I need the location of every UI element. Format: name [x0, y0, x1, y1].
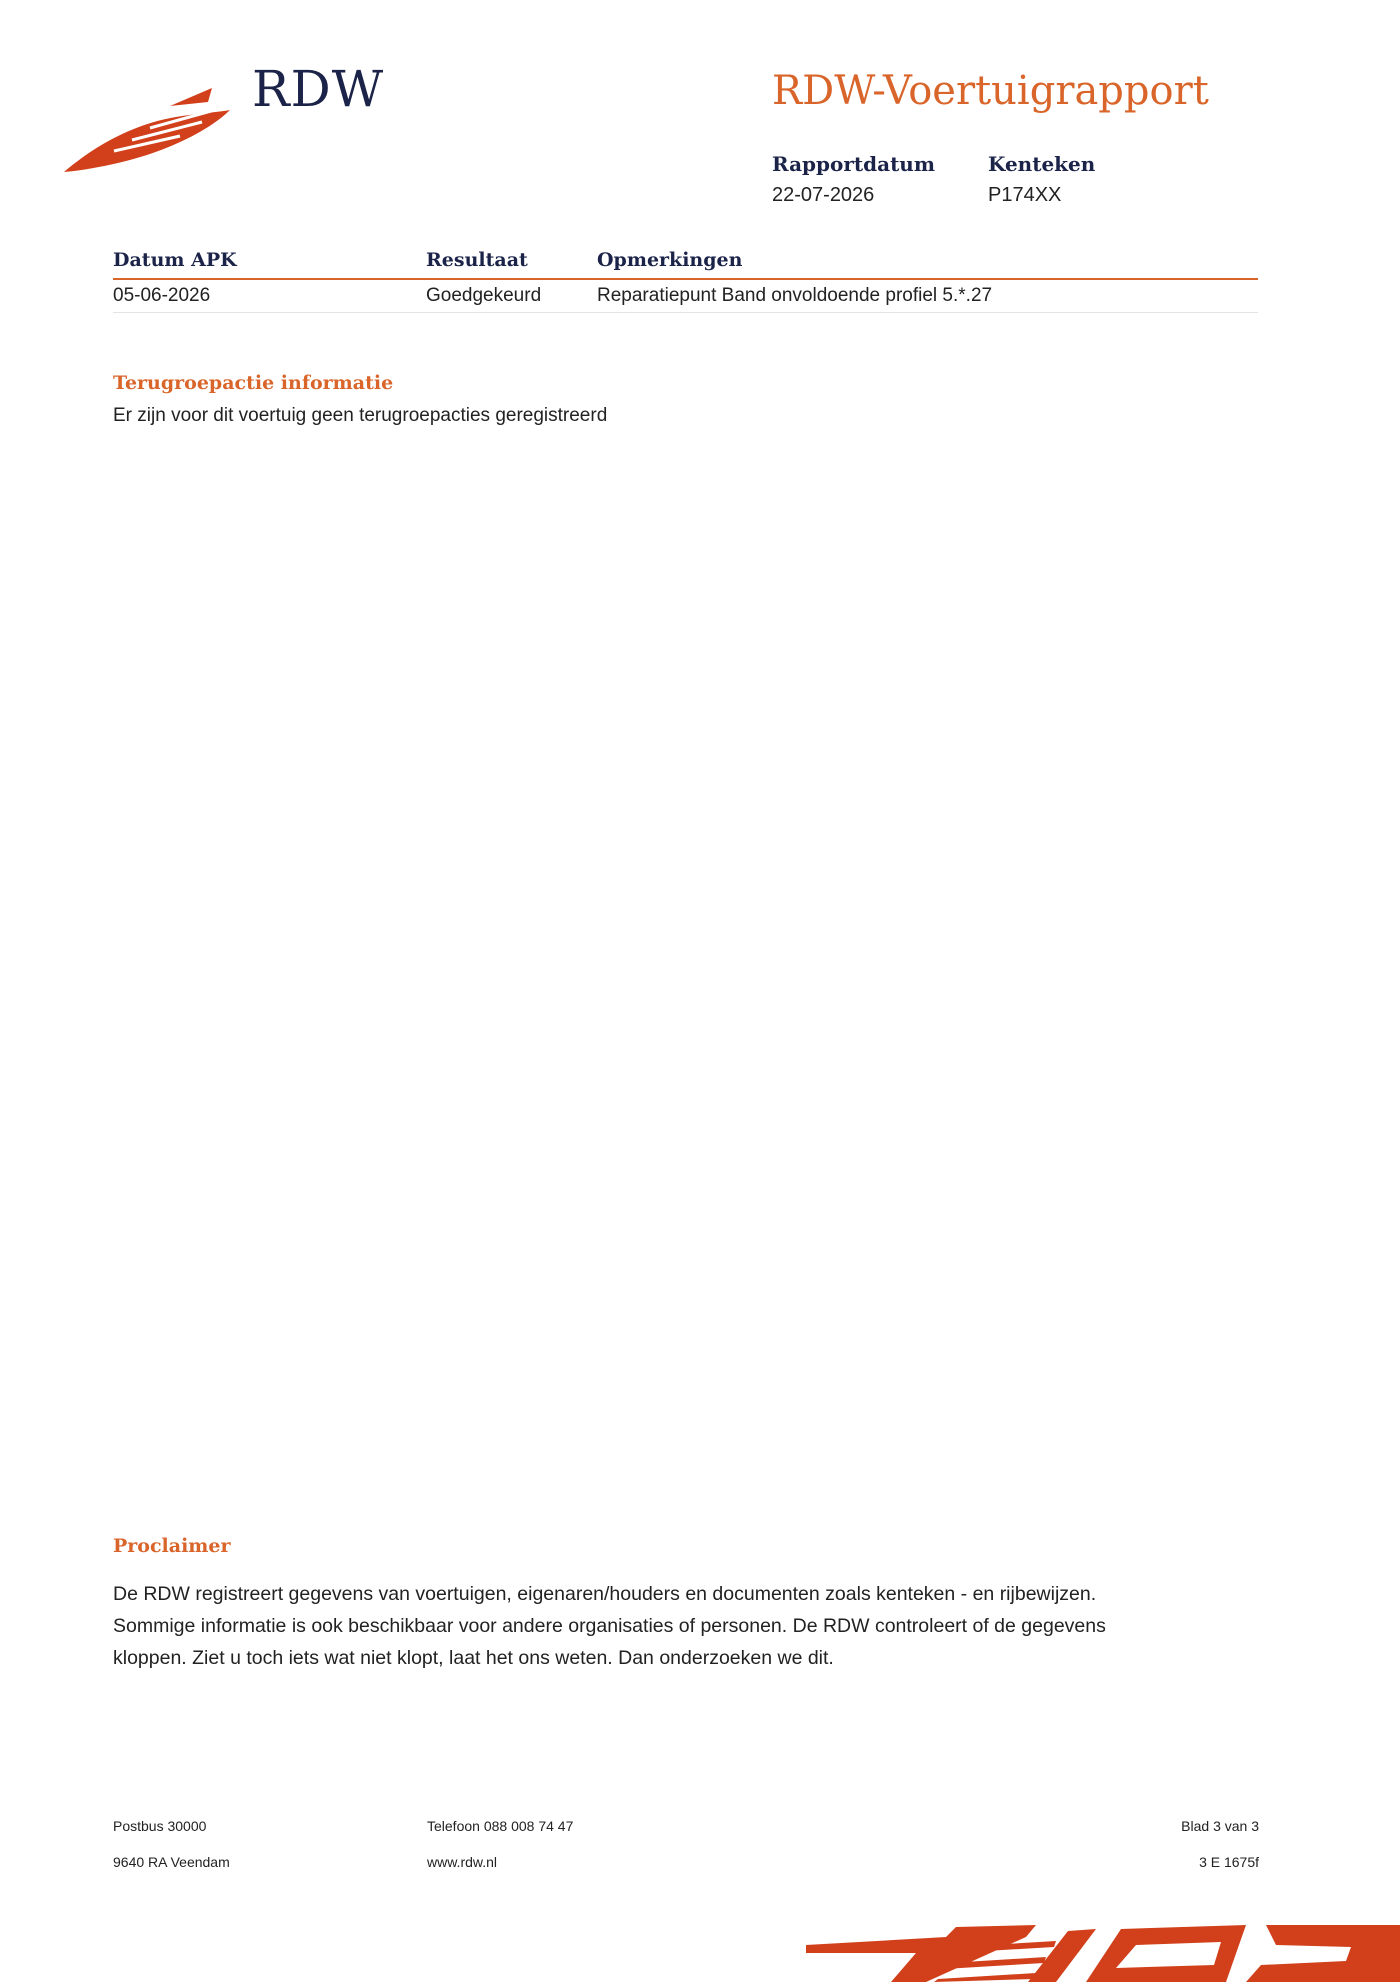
- apk-date-cell: 05-06-2026: [113, 285, 211, 306]
- apk-table: [113, 247, 1258, 313]
- plate-value: P174XX: [988, 184, 1062, 206]
- column-header-date: Datum APK: [113, 249, 237, 271]
- recall-title: Terugroepactie informatie: [113, 372, 394, 394]
- apk-table-header: [113, 247, 1258, 280]
- proclaimer-line: Sommige informatie is ook beschikbaar voor andere organisaties of personen. De RDW controleert of de gegevens: [113, 1615, 1106, 1637]
- column-header-result: Resultaat: [426, 249, 528, 271]
- apk-remarks-cell: Reparatiepunt Band onvoldoende profiel 5.*.27: [597, 285, 993, 306]
- report-date-block: [772, 152, 935, 207]
- apk-result-cell: Goedgekeurd: [426, 285, 542, 306]
- proclaimer-title: Proclaimer: [113, 1535, 231, 1557]
- rdw-feather-logo-icon: [62, 88, 232, 174]
- report-date-label: Rapportdatum: [772, 152, 936, 176]
- recall-text: Er zijn voor dit voertuig geen terugroepacties geregistreerd: [113, 405, 608, 426]
- logo-text: RDW: [252, 60, 385, 118]
- footer-doc-code: 3 E 1675f: [1199, 1854, 1259, 1870]
- footer-website[interactable]: www.rdw.nl: [427, 1854, 498, 1870]
- report-date-value: 22-07-2026: [772, 184, 875, 206]
- report-title: RDW-Voertuigrapport: [772, 68, 1209, 114]
- rdw-logo: [62, 58, 392, 188]
- plate-label: Kenteken: [988, 152, 1096, 176]
- footer-postbus: Postbus 30000: [113, 1818, 207, 1834]
- footer-city: 9640 RA Veendam: [113, 1854, 230, 1870]
- proclaimer-text: [113, 1578, 1233, 1674]
- plate-block: [988, 152, 1095, 207]
- proclaimer-line: De RDW registreert gegevens van voertuigen, eigenaren/houders en documenten zoals kenteken - en rijbewijzen.: [113, 1583, 1097, 1605]
- footer-page-number: Blad 3 van 3: [1181, 1818, 1259, 1834]
- rdw-stripes-decoration: [806, 1925, 1400, 1982]
- footer-phone: Telefoon 088 008 74 47: [427, 1818, 574, 1834]
- column-header-remarks: Opmerkingen: [597, 249, 743, 271]
- proclaimer-line: kloppen. Ziet u toch iets wat niet klopt, laat het ons weten. Dan onderzoeken we dit.: [113, 1647, 834, 1669]
- table-row: [113, 280, 1258, 313]
